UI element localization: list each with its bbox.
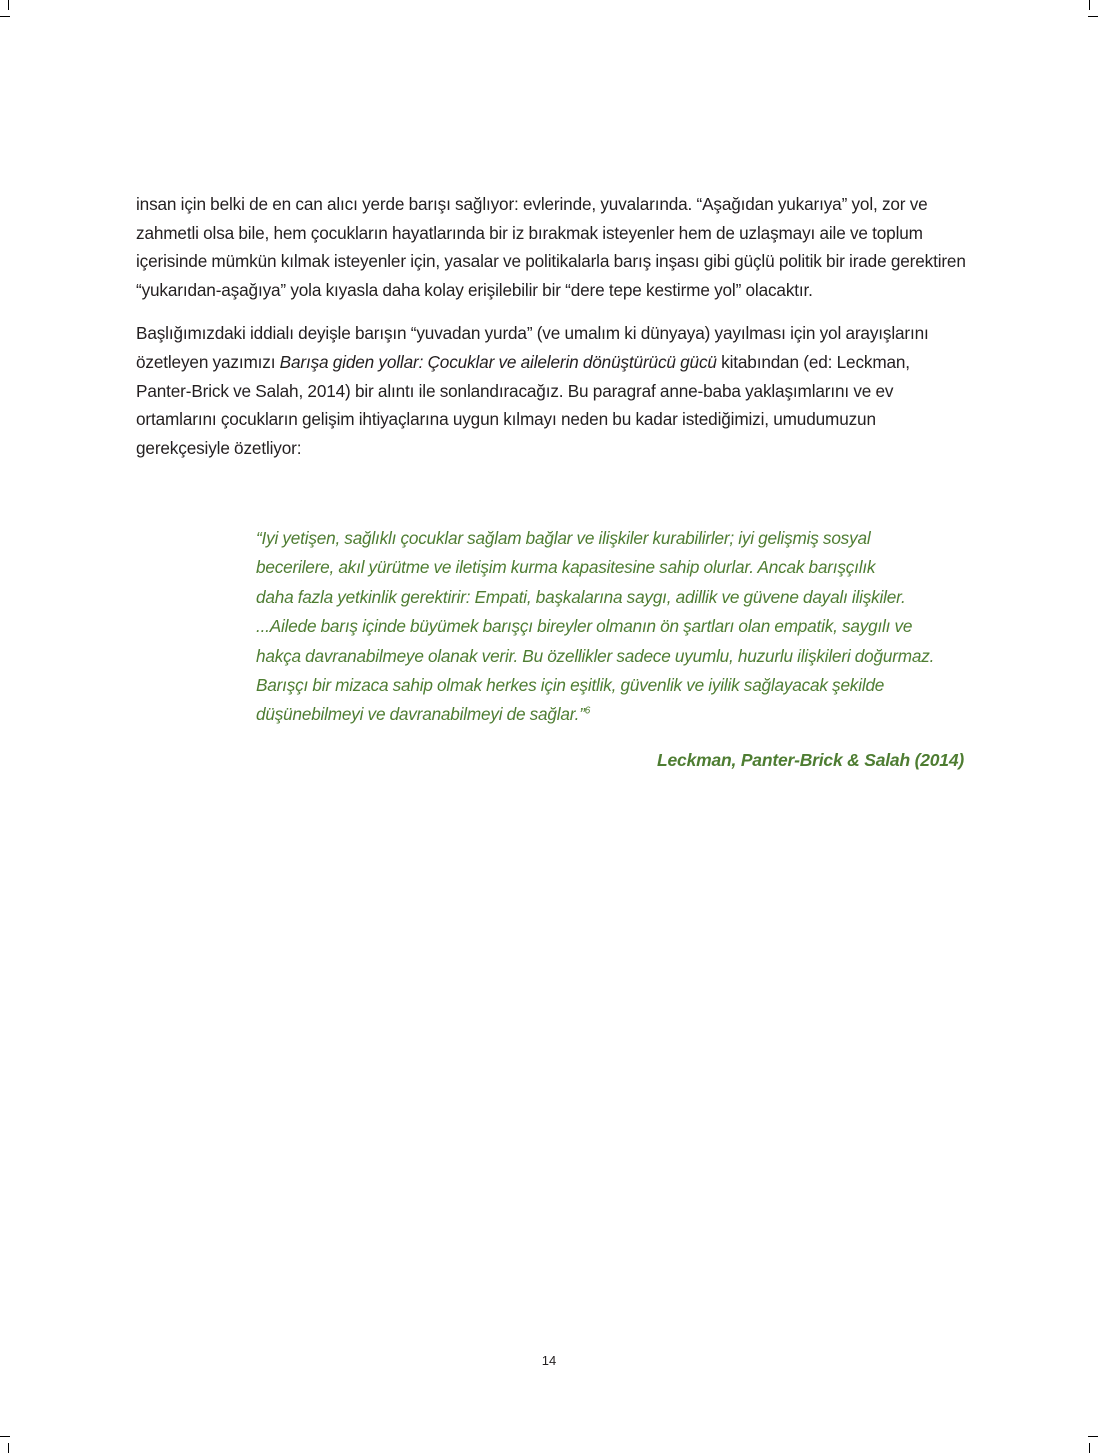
quote-attribution: Leckman, Panter-Brick & Salah (2014) bbox=[657, 750, 964, 770]
crop-mark bbox=[1089, 1443, 1090, 1453]
quote-line-last bbox=[256, 700, 968, 729]
crop-mark bbox=[1088, 16, 1098, 17]
quote-line: “Iyi yetişen, sağlıklı çocuklar sağlam bağlar ve ilişkiler kurabilirler; iyi gelişmiş sosyal bbox=[256, 528, 871, 548]
book-title: Barışa giden yollar: Çocuklar ve ailelerin dönüştürücü gücü bbox=[279, 351, 717, 372]
body-text bbox=[136, 190, 966, 462]
quote-line: ...Ailede barış içinde büyümek barışçı bireyler olmanın ön şartları olan empatik, saygılı ve bbox=[256, 616, 913, 637]
crop-mark bbox=[1089, 0, 1090, 10]
quote-text: düşünebilmeyi ve davranabilmeyi de sağlar.” bbox=[256, 704, 585, 725]
crop-mark bbox=[0, 1436, 10, 1437]
paragraph-text: Başlığımızdaki iddialı deyişle barışın “yuvadan yurda” (ve umalım ki dünyaya) yayılması için yol arayışlarını özetleyen yazımızı bbox=[136, 323, 929, 372]
page-number: 14 bbox=[541, 1353, 557, 1368]
block-quote bbox=[256, 524, 968, 730]
crop-mark bbox=[8, 1443, 9, 1453]
paragraph: insan için belki de en can alıcı yerde barışı sağlıyor: evlerinde, yuvalarında. “Aşağıdan yukarıya” yol, zor ve zahmetli olsa bile, hem çocukların hayatlarında bir iz bırakmak isteyenler hem de uzlaşmayı aile ve toplum içerisinde mümkün kılmak isteyenler için, yasalar ve politikalarla barış inşası gibi güçlü politik bir irade gerektiren “yukarıdan-aşağıya” yola kıyasla daha kolay erişilebilir bir “dere tepe kestirme yol” olacaktır. bbox=[136, 194, 966, 300]
quote-line: Barışçı bir mizaca sahip olmak herkes için eşitlik, güvenlik ve iyilik sağlayacak şekilde bbox=[256, 675, 885, 696]
crop-mark bbox=[1088, 1436, 1098, 1437]
paragraph-text: kitabından (ed: Leckman, Panter-Brick ve Salah, 2014) bir alıntı ile sonlandıracağız. Bu paragraf anne-baba yaklaşımlarını ve ev ortamlarını çocukların gelişim ihtiyaçlarına uygun kılmayı neden bu kadar istediğimizi, umudumuzun gerekçesiyle özetliyor: bbox=[136, 351, 910, 458]
quote-line: hakça davranabilmeye olanak verir. Bu özellikler sadece uyumlu, huzurlu ilişkileri doğurmaz. bbox=[256, 645, 935, 666]
crop-mark bbox=[8, 0, 9, 10]
quote-line: daha fazla yetkinlik gerektirir: Empati, başkalarına saygı, adillik ve güvene dayalı ilişkiler. bbox=[256, 586, 906, 607]
footnote-marker[interactable]: 6 bbox=[584, 705, 591, 717]
crop-mark bbox=[0, 16, 10, 17]
quote-line: becerilere, akıl yürütme ve iletişim kurma kapasitesine sahip olurlar. Ancak barışçılık bbox=[256, 557, 876, 578]
paragraph bbox=[136, 319, 966, 462]
